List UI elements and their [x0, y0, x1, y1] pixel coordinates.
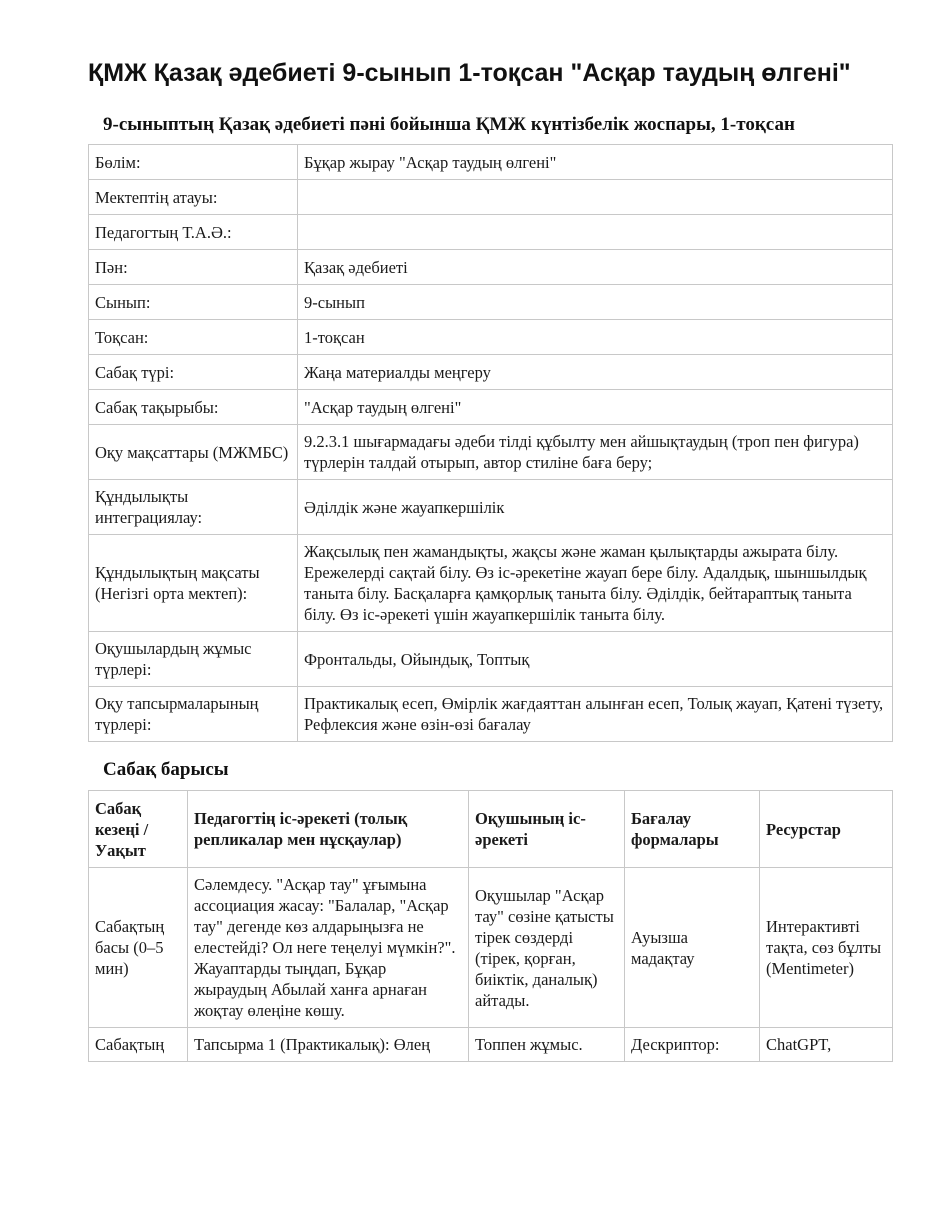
table-row — [89, 320, 893, 355]
table-row — [89, 180, 893, 215]
info-value: 9-сынып — [298, 285, 893, 320]
info-label: Құндылықтың мақсаты (Негізгі орта мектеп): — [89, 535, 298, 632]
teacher-action-cell: Сәлемдесу. "Асқар тау" ұғымына ассоциация жасау: "Балалар, "Асқар тау" дегенде көз алдарыңызға не елестейді? Ол неге теңелуі мүмкін?". Жауаптарды тыңдап, Бұқар жыраудың Абылай ханға арнаған жоқтау өлеңіне көшу. — [188, 868, 469, 1028]
header-resources: Ресурстар — [760, 791, 893, 868]
teacher-action-cell: Тапсырма 1 (Практикалық): Өлең — [188, 1028, 469, 1062]
table-row — [89, 355, 893, 390]
stage-cell: Сабақтың — [89, 1028, 188, 1062]
info-label: Оқушылардың жұмыс түрлері: — [89, 632, 298, 687]
info-label: Педагогтың Т.А.Ә.: — [89, 215, 298, 250]
info-label: Мектептің атауы: — [89, 180, 298, 215]
table-row — [89, 145, 893, 180]
table-row — [89, 215, 893, 250]
resources-cell: Интерактивті тақта, сөз бұлты (Mentimeter) — [760, 868, 893, 1028]
info-value: Практикалық есеп, Өмірлік жағдаяттан алынған есеп, Толық жауап, Қатені түзету, Рефлексия және өзін-өзі бағалау — [298, 687, 893, 742]
info-value: 9.2.3.1 шығармадағы әдеби тілді құбылту мен айшықтаудың (троп пен фигура) түрлерін талдай отырып, автор стиліне баға беру; — [298, 425, 893, 480]
info-label: Пән: — [89, 250, 298, 285]
info-label: Сабақ түрі: — [89, 355, 298, 390]
info-label: Сынып: — [89, 285, 298, 320]
info-label: Оқу мақсаттары (МЖМБС) — [89, 425, 298, 480]
resources-cell: ChatGPT, — [760, 1028, 893, 1062]
table-row — [89, 285, 893, 320]
table-row — [89, 868, 893, 1028]
lesson-heading: Сабақ барысы — [103, 759, 229, 780]
info-value: Қазақ әдебиеті — [298, 250, 893, 285]
info-label: Тоқсан: — [89, 320, 298, 355]
student-action-cell: Топпен жұмыс. — [469, 1028, 625, 1062]
header-student: Оқушының іс-әрекеті — [469, 791, 625, 868]
table-header-row — [89, 791, 893, 868]
table-row — [89, 250, 893, 285]
assessment-cell: Ауызша мадақтау — [625, 868, 760, 1028]
info-value: Фронтальды, Ойындық, Топтық — [298, 632, 893, 687]
lesson-flow-table — [88, 790, 893, 1062]
info-value — [298, 215, 893, 250]
plan-heading: 9-сыныптың Қазақ әдебиеті пәні бойынша ҚМЖ күнтізбелік жоспары, 1-тоқсан — [103, 114, 795, 135]
info-label: Оқу тапсырмаларының түрлері: — [89, 687, 298, 742]
info-value: 1-тоқсан — [298, 320, 893, 355]
table-row — [89, 1028, 893, 1062]
table-row — [89, 425, 893, 480]
table-row — [89, 632, 893, 687]
document-page — [88, 58, 893, 1062]
student-action-cell: Оқушылар "Асқар тау" сөзіне қатысты тірек сөздерді (тірек, қорған, биіктік, даналық) айтады. — [469, 868, 625, 1028]
info-label: Құндылықты интеграциялау: — [89, 480, 298, 535]
lesson-info-table — [88, 144, 893, 742]
table-row — [89, 480, 893, 535]
info-value: Жаңа материалды меңгеру — [298, 355, 893, 390]
table-row — [89, 687, 893, 742]
info-value: Бұқар жырау "Асқар таудың өлгені" — [298, 145, 893, 180]
info-value: Жақсылық пен жамандықты, жақсы және жаман қылықтарды ажырата білу. Ережелерді сақтай білу. Өз іс-әрекетіне жауап бере білу. Адалдық, шыншылдық таныта білу. Басқаларға қамқорлық таныта білу. Әділдік, бейтараптық таныта білу. Өз іс-әрекеті үшін жауапкершілік таныта білу. — [298, 535, 893, 632]
stage-cell: Сабақтың басы (0–5 мин) — [89, 868, 188, 1028]
assessment-cell: Дескриптор: — [625, 1028, 760, 1062]
info-value — [298, 180, 893, 215]
info-label: Сабақ тақырыбы: — [89, 390, 298, 425]
header-assessment: Бағалау формалары — [625, 791, 760, 868]
info-label: Бөлім: — [89, 145, 298, 180]
info-value: "Асқар таудың өлгені" — [298, 390, 893, 425]
document-title: ҚМЖ Қазақ әдебиеті 9-сынып 1-тоқсан "Асқар таудың өлгені" — [88, 59, 851, 87]
table-row — [89, 390, 893, 425]
info-value: Әділдік және жауапкершілік — [298, 480, 893, 535]
table-row — [89, 535, 893, 632]
header-stage: Сабақ кезеңі / Уақыт — [89, 791, 188, 868]
header-teacher: Педагогтің іс-әрекеті (толық репликалар мен нұсқаулар) — [188, 791, 469, 868]
